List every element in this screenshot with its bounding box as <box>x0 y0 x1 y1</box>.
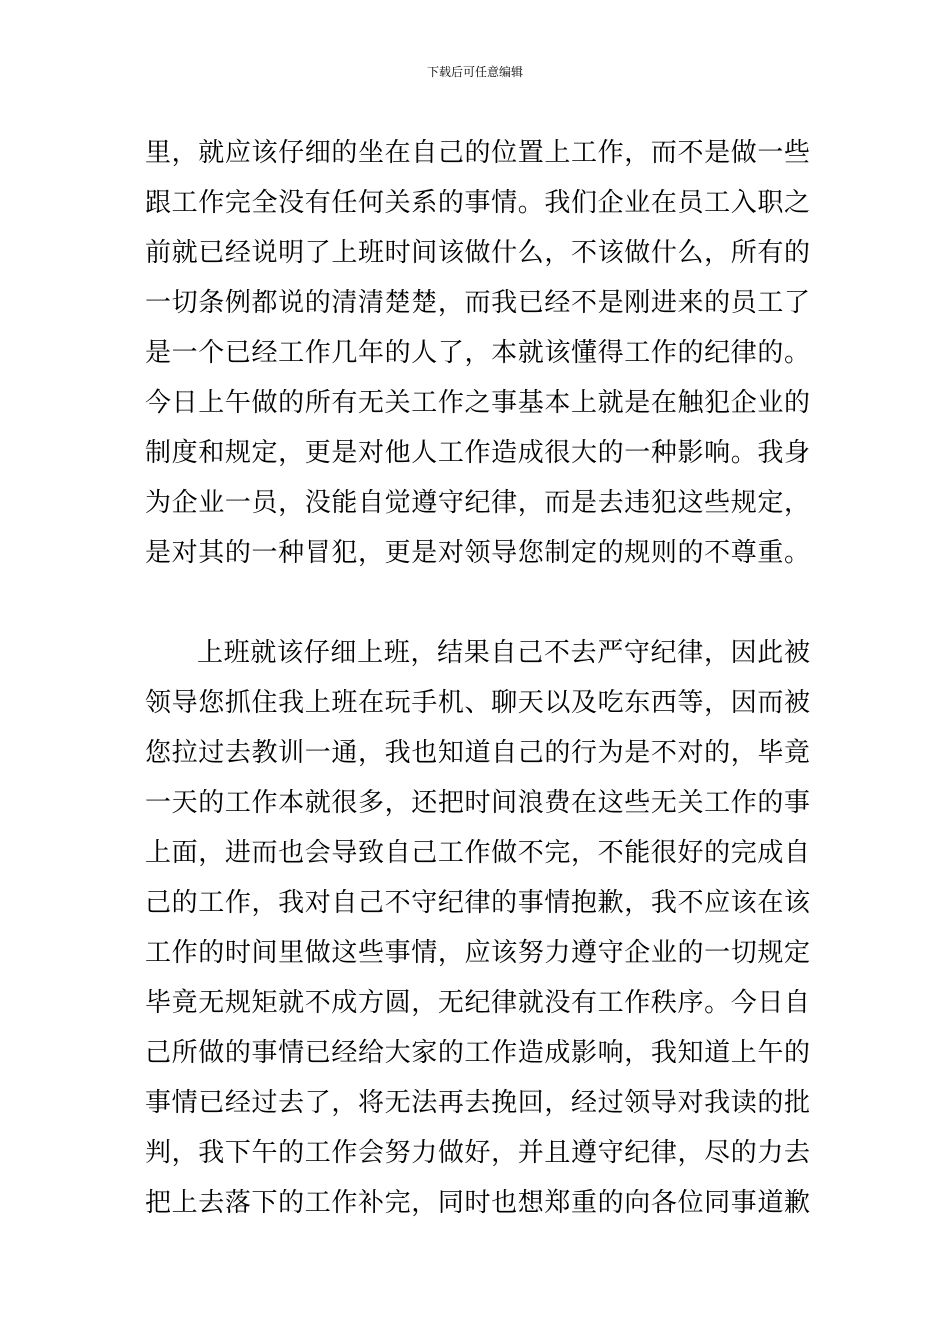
paragraph-2 <box>145 628 810 1228</box>
text-line: 为企业一员，没能自觉遵守纪律，而是去违犯这些规定， <box>145 488 810 518</box>
text-line: 是一个已经工作几年的人了，本就该懂得工作的纪律的。 <box>145 338 810 368</box>
text-line: 己的工作，我对自己不守纪律的事情抱歉，我不应该在该 <box>145 888 810 918</box>
page-header: 下载后可任意编辑 <box>426 65 523 79</box>
text-line: 己所做的事情已经给大家的工作造成影响，我知道上午的 <box>145 1038 810 1068</box>
text-line: 是对其的一种冒犯，更是对领导您制定的规则的不尊重。 <box>145 538 810 568</box>
text-line: 一天的工作本就很多，还把时间浪费在这些无关工作的事 <box>145 788 810 818</box>
text-line: 里，就应该仔细的坐在自己的位置上工作，而不是做一些 <box>145 138 810 168</box>
text-line: 一切条例都说的清清楚楚，而我已经不是刚进来的员工了 <box>145 288 810 318</box>
text-line: 今日上午做的所有无关工作之事基本上就是在触犯企业的 <box>145 388 810 418</box>
text-line: 毕竟无规矩就不成方圆，无纪律就没有工作秩序。今日自 <box>145 988 810 1018</box>
paragraph-spacer <box>145 578 810 628</box>
text-line: 上班就该仔细上班，结果自己不去严守纪律，因此被 <box>197 638 810 668</box>
text-line: 把上去落下的工作补完，同时也想郑重的向各位同事道歉 <box>145 1188 810 1218</box>
text-line: 制度和规定，更是对他人工作造成很大的一种影响。我身 <box>145 438 810 468</box>
text-line: 工作的时间里做这些事情，应该努力遵守企业的一切规定 <box>145 938 810 968</box>
text-line: 跟工作完全没有任何关系的事情。我们企业在员工入职之 <box>145 188 810 218</box>
text-line: 领导您抓住我上班在玩手机、聊天以及吃东西等，因而被 <box>145 688 810 718</box>
paragraph-1 <box>145 128 810 578</box>
text-line: 您拉过去教训一通，我也知道自己的行为是不对的，毕竟 <box>145 738 810 768</box>
text-line: 上面，进而也会导致自己工作做不完，不能很好的完成自 <box>145 838 810 868</box>
text-line: 判，我下午的工作会努力做好，并且遵守纪律，尽的力去 <box>145 1138 810 1168</box>
document-body <box>145 128 810 1228</box>
text-line: 事情已经过去了，将无法再去挽回，经过领导对我读的批 <box>145 1088 810 1118</box>
text-line: 前就已经说明了上班时间该做什么，不该做什么，所有的 <box>145 238 810 268</box>
